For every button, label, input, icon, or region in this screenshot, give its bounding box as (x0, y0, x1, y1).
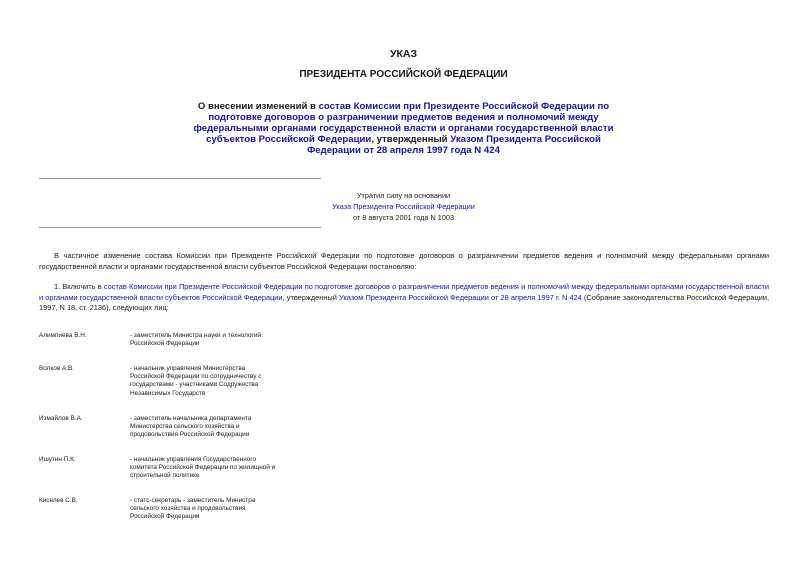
member-row (39, 415, 339, 449)
member-position: - начальник управления Министерства Российской Федерации по сотрудничеству с государствами - участниками Содружества Независимых Государств (130, 365, 262, 397)
member-name: Волков А.В. (39, 365, 75, 372)
item-1-link-decree[interactable]: Указом Президента Российской Федерации от 28 апреля 1997 г. N 424 (339, 292, 582, 302)
member-position: - заместитель начальника департамента Министерства сельского хозяйства и продовольствия Российской Федерации (130, 415, 252, 439)
members-list (39, 332, 339, 530)
subject-text-part1: О внесении изменений в (197, 101, 319, 112)
member-row (39, 456, 339, 490)
member-position: - заместитель Министра науки и технологий Российской Федерации (130, 332, 261, 348)
member-position: - статс-секретарь - заместитель Министра сельского хозяйства и продовольствия Российской Федерации (130, 497, 256, 521)
item-1-link-commission[interactable]: состав Комиссии при Президенте Российской Федерации по подготовке договоров о разграничении предметов ведения и полномочий между федеральными органами государственной власти и органами государственной власти субъектов Российской Федерации (39, 282, 770, 302)
member-name: Киселев С.В. (39, 497, 78, 504)
item-1-prefix: 1. Включить в (54, 282, 104, 291)
member-name: Измайлов В.А. (39, 415, 83, 422)
status-line-3: от 8 августа 2001 года N 1003 (352, 213, 455, 222)
item-1-mid: , утвержденный (282, 292, 340, 302)
issuer-title: ПРЕЗИДЕНТА РОССИЙСКОЙ ФЕДЕРАЦИИ (299, 69, 508, 80)
member-position: - начальник управления Государственного комитета Российской Федерации по жилищной и строительной политике (130, 456, 276, 480)
item-1-suffix: (Собрание законодательства Российской Федерации, 1997, N 18, ст. 2136), следующих лиц: (39, 292, 770, 313)
member-row (39, 497, 339, 523)
status-link-decree[interactable]: Указа Президента Российской Федерации (332, 202, 475, 211)
status-line-1: Утратил силу на основании (356, 191, 451, 200)
document-subject (190, 101, 617, 156)
item-1-paragraph (39, 282, 769, 314)
member-name: Алимпиева В.Н. (39, 332, 87, 339)
divider-bottom (39, 227, 321, 228)
member-name: Ишутин П.К. (39, 456, 76, 463)
status-note (320, 190, 487, 223)
subject-text-part2: , утвержденный (371, 134, 451, 146)
divider-top (39, 178, 321, 179)
document-type-title: УКАЗ (389, 48, 418, 60)
member-row (39, 332, 339, 358)
intro-paragraph: В частичное изменение состава Комиссии при Президенте Российской Федерации по подготовке договоров о разграничении предметов ведения и полномочий между федеральными органами государственной власти и органами государственной власти субъектов Российской Федерации постановляю: (39, 251, 769, 271)
subject-link-commission[interactable]: состав Комиссии при Президенте Российской Федерации по подготовке договоров о разграничении предметов ведения и полномочий между федеральными органами государственной власти и органами государственной власти субъектов Российской Федерации (193, 101, 614, 146)
subject-link-decree[interactable]: Указом Президента Российской Федерации от 28 апреля 1997 года N 424 (307, 134, 601, 157)
member-row (39, 365, 339, 408)
